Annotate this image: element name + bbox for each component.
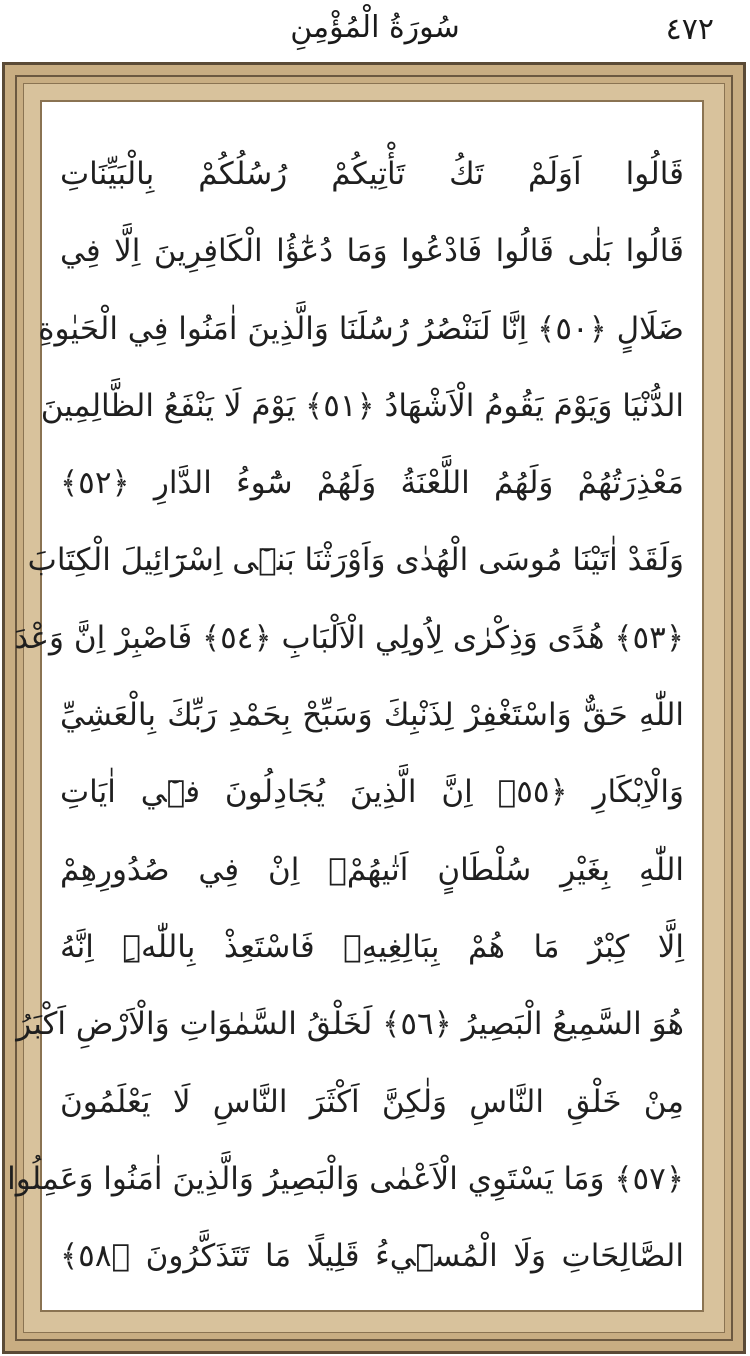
verse-line: قَالُوا اَوَلَمْ تَكُ تَأْتِيكُمْ رُسُلُكُمْ بِالْبَيِّنَاتِ (60, 156, 684, 192)
verse-line: وَلَقَدْ اٰتَيْنَا مُوسَى الْهُدٰى وَاَوْرَثْنَا بَنٖٓى اِسْرَٓائِيلَ الْكِتَابَ (27, 542, 684, 579)
verse-text-block (7, 136, 684, 1295)
verse-line: هُوَ السَّمِيعُ الْبَصِيرُ ﴿٥٦﴾ لَخَلْقُ السَّمٰوَاتِ وَالْاَرْضِ اَكْبَرُ (16, 1006, 684, 1043)
verse-line: مِنْ خَلْقِ النَّاسِ وَلٰكِنَّ اَكْثَرَ النَّاسِ لَا يَعْلَمُونَ (60, 1083, 684, 1120)
verse-line: ﴿٥٧﴾ وَمَا يَسْتَوِي الْاَعْمٰى وَالْبَصِيرُ وَالَّذِينَ اٰمَنُوا وَعَمِلُوا (7, 1160, 684, 1197)
verse-line: ﴿٥٣﴾ هُدًى وَذِكْرٰى لِاُولِي الْاَلْبَابِ ﴿٥٤﴾ فَاصْبِرْ اِنَّ وَعْدَ (14, 619, 684, 656)
verse-line: مَعْذِرَتُهُمْ وَلَهُمُ اللَّعْنَةُ وَلَهُمْ سُٓوءُ الدَّارِ ﴿٥٢﴾ (60, 465, 684, 502)
verse-line: الدُّنْيَا وَيَوْمَ يَقُومُ الْاَشْهَادُ ﴿٥١﴾ يَوْمَ لَا يَنْفَعُ الظَّالِمِينَ (40, 387, 684, 424)
page-header (0, 0, 750, 62)
verse-line: وَالْاِبْكَارِ ﴿٥٥﴾ اِنَّ الَّذِينَ يُجَادِلُونَ فٖٓي اٰيَاتِ (60, 774, 684, 811)
verse-line: اِلَّا كِبْرٌ مَا هُمْ بِبَالِغِيهِۚ فَاسْتَعِذْ بِاللّٰهِۜ اِنَّهُ (60, 928, 684, 965)
verse-line: قَالُوا بَلٰى قَالُوا فَادْعُوا وَمَا دُعٰٓؤُا الْكَافِرِينَ اِلَّا فِي (60, 233, 684, 270)
verse-line: ضَلَالٍ ﴿٥٠﴾ اِنَّا لَنَنْصُرُ رُسُلَنَا وَالَّذِينَ اٰمَنُوا فِي الْحَيٰوةِ (38, 310, 684, 347)
verse-line: الصَّالِحَاتِ وَلَا الْمُسٖٓيءُ قَلِيلًا مَا تَتَذَكَّرُونَ ﴿٥٨﴾ (60, 1238, 684, 1275)
page-number: ٤٧٢ (665, 12, 714, 47)
verse-line: اللّٰهِ حَقٌّ وَاسْتَغْفِرْ لِذَنْبِكَ وَسَبِّحْ بِحَمْدِ رَبِّكَ بِالْعَشِيِّ (60, 697, 684, 734)
surah-title: سُورَةُ الْمُؤْمِنِ (290, 10, 460, 45)
verse-line: اللّٰهِ بِغَيْرِ سُلْطَانٍ اَتٰيهُمْۙ اِنْ فِي صُدُورِهِمْ (60, 851, 684, 888)
